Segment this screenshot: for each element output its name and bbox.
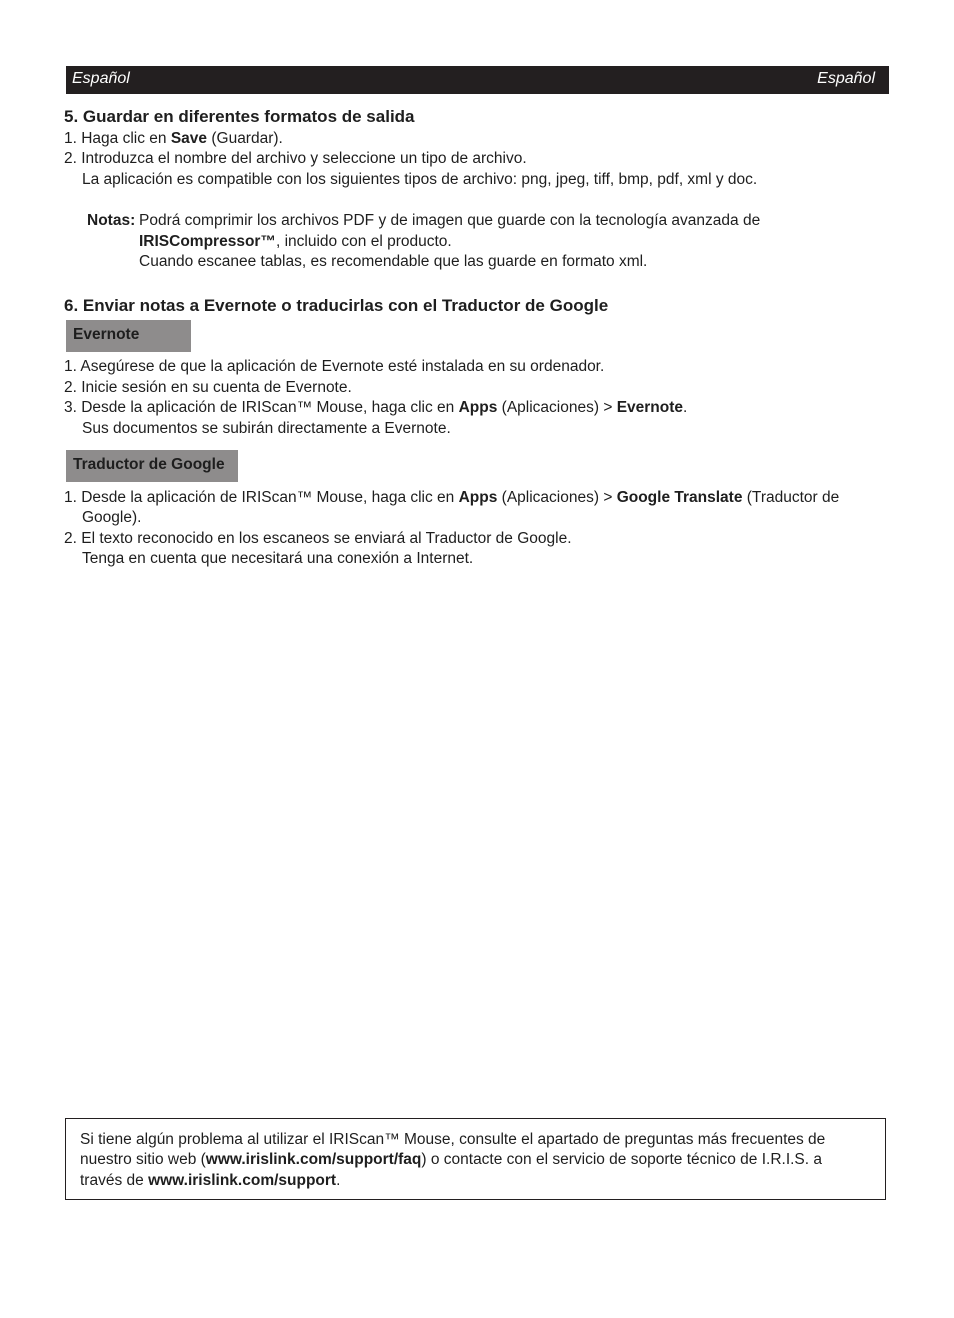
step-1-suffix: (Guardar). (207, 130, 283, 147)
google-step-1-mid: (Aplicaciones) > (497, 489, 617, 506)
iriscompressor-label: IRISCompressor™ (139, 233, 276, 250)
google-translate-tag (66, 450, 238, 482)
language-header-bar (66, 66, 889, 94)
apps-label: Apps (458, 489, 498, 506)
section-6-title: 6. Enviar notas a Evernote o traducirlas con el Traductor de Google (64, 296, 609, 315)
notes-line-2-suffix: , incluido con el producto. (275, 233, 452, 250)
support-line-1: Si tiene algún problema al utilizar el IRIScan™ Mouse, consulte el apartado de preguntas más frecuentes de (80, 1131, 826, 1148)
save-label: Save (170, 130, 208, 147)
google-step-1-suffix: (Traductor de (742, 489, 840, 506)
google-translate-label: Google Translate (616, 489, 743, 506)
evernote-tag-label: Evernote (73, 326, 140, 343)
apps-label: Apps (458, 399, 498, 416)
google-step-1-text: 1. Desde la aplicación de IRIScan™ Mouse, haga clic en (64, 489, 459, 506)
support-line-3-text: través de (80, 1172, 149, 1189)
evernote-step-2: 2. Inicie sesión en su cuenta de Evernote. (64, 379, 352, 396)
notes-line-1: Podrá comprimir los archivos PDF y de imagen que guarde con la tecnología avanzada de (139, 212, 761, 229)
google-translate-tag-label: Traductor de Google (73, 456, 225, 473)
support-line-3-suffix: . (336, 1172, 341, 1189)
notes-line-3: Cuando escanee tablas, es recomendable que las guarde en formato xml. (139, 253, 648, 270)
section-5-step-2: 2. Introduzca el nombre del archivo y seleccione un tipo de archivo. (64, 150, 527, 167)
step-1-text: 1. Haga clic en (64, 130, 171, 147)
section-5-step-1 (64, 129, 283, 150)
google-step-2: 2. El texto reconocido en los escaneos se enviará al Traductor de Google. (64, 530, 572, 547)
notes-label: Notas: (87, 212, 136, 229)
support-line-2-suffix: ) o contacte con el servicio de soporte técnico de I.R.I.S. a (421, 1151, 822, 1168)
support-line-2 (80, 1150, 822, 1171)
evernote-tag (66, 320, 191, 352)
google-step-1 (64, 488, 839, 509)
section-5-title: 5. Guardar en diferentes formatos de salida (64, 107, 415, 126)
evernote-step-3-suffix: . (683, 399, 688, 416)
header-language-left: Español (72, 70, 130, 87)
evernote-step-3 (64, 398, 687, 419)
support-info-box (65, 1118, 886, 1200)
support-line-2-text: nuestro sitio web ( (80, 1151, 206, 1168)
evernote-step-3-text: 3. Desde la aplicación de IRIScan™ Mouse, haga clic en (64, 399, 459, 416)
header-language-right: Español (817, 70, 875, 87)
google-step-1-continued: Google). (82, 509, 142, 526)
section-5-step-2-continued: La aplicación es compatible con los siguientes tipos de archivo: png, jpeg, tiff, bmp, pdf, xml y doc. (82, 171, 758, 188)
evernote-label: Evernote (616, 399, 684, 416)
support-line-3 (80, 1171, 340, 1192)
evernote-step-3-mid: (Aplicaciones) > (497, 399, 617, 416)
google-step-2-continued: Tenga en cuenta que necesitará una conexión a Internet. (82, 550, 474, 567)
evernote-step-1: 1. Asegúrese de que la aplicación de Evernote esté instalada en su ordenador. (64, 358, 605, 375)
faq-link[interactable]: www.irislink.com/support/faq (205, 1151, 422, 1168)
evernote-step-3-continued: Sus documentos se subirán directamente a Evernote. (82, 420, 451, 437)
support-link[interactable]: www.irislink.com/support (148, 1172, 337, 1189)
notes-line-2 (139, 232, 452, 253)
